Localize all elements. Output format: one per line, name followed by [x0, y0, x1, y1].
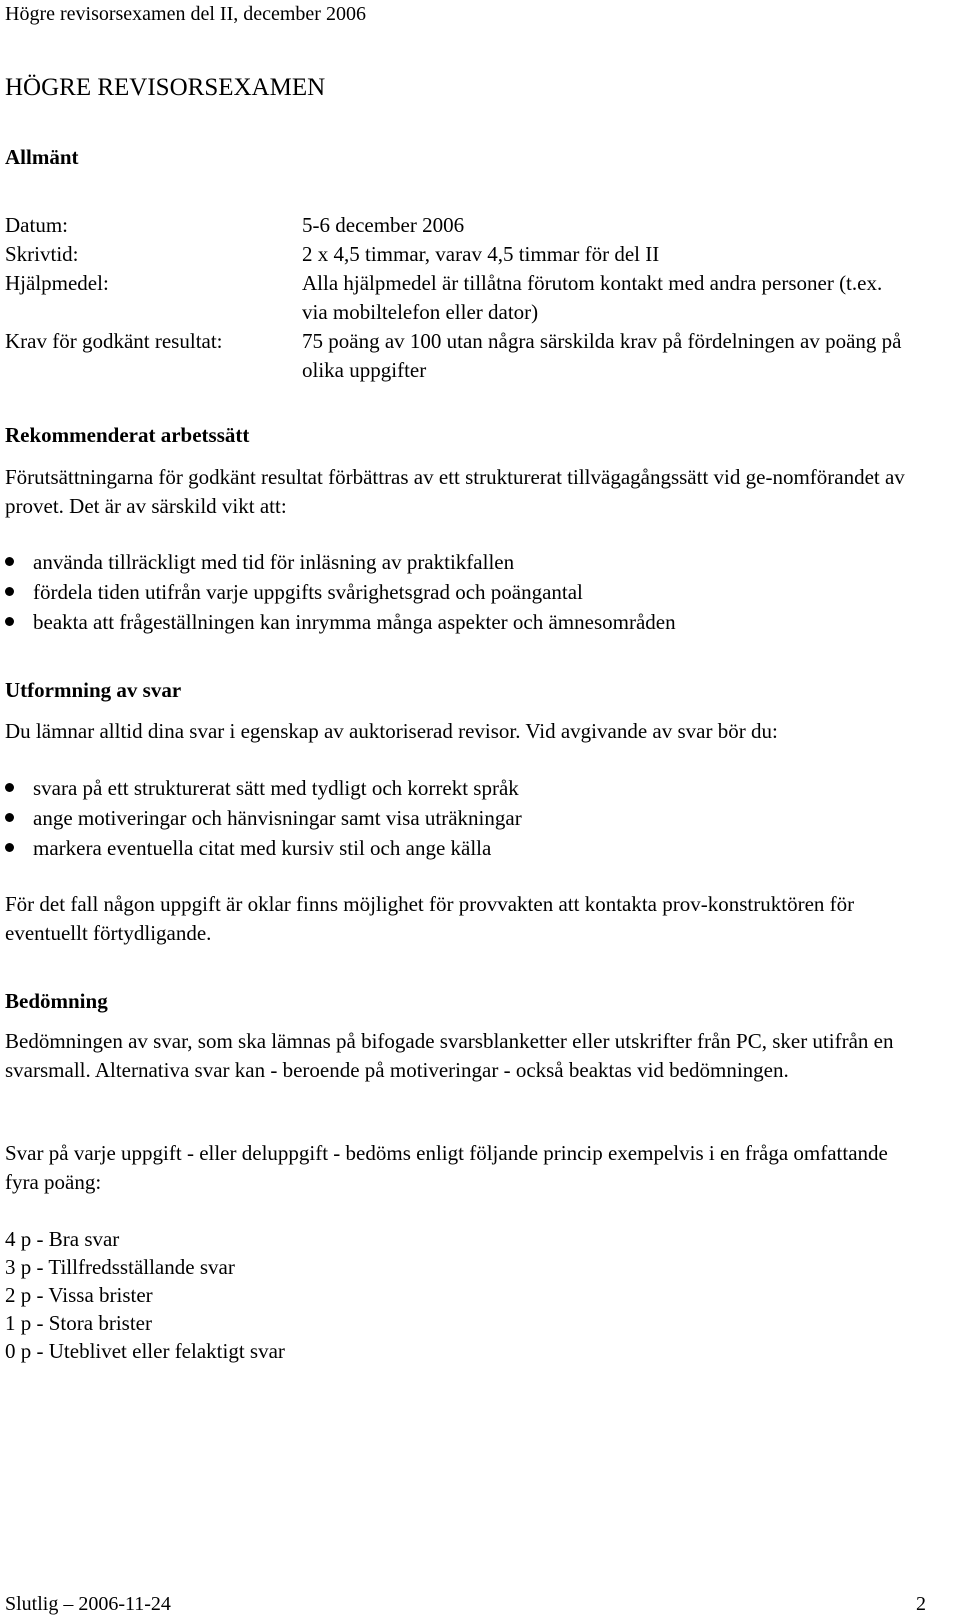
recommended-bullet-list	[5, 547, 905, 637]
page-number: 2	[916, 1593, 926, 1615]
info-label: Krav för godkänt resultat:	[5, 329, 223, 353]
info-label: Hjälpmedel:	[5, 271, 109, 295]
info-value: 2 x 4,5 timmar, varav 4,5 timmar för del II	[302, 242, 660, 266]
general-info-table	[5, 211, 925, 385]
list-item	[5, 833, 905, 863]
list-item-text: fördela tiden utifrån varje uppgifts svårighetsgrad och poängantal	[33, 580, 583, 604]
bullet-icon	[5, 557, 14, 566]
bullet-icon	[5, 617, 14, 626]
score-scale-list	[5, 1225, 605, 1365]
info-label: Skrivtid:	[5, 242, 79, 266]
bullet-icon	[5, 813, 14, 822]
score-item: 1 p - Stora brister	[5, 1311, 152, 1335]
list-item	[5, 607, 905, 637]
info-value: Alla hjälpmedel är tillåtna förutom kontakt med andra personer (t.ex. via mobiltelefon eller dator)	[302, 271, 883, 324]
score-item: 0 p - Uteblivet eller felaktigt svar	[5, 1339, 285, 1363]
document-title: HÖGRE REVISORSEXAMEN	[5, 74, 326, 101]
info-label: Datum:	[5, 213, 68, 237]
answer-format-intro: Du lämnar alltid dina svar i egenskap av auktoriserad revisor. Vid avgivande av svar bör du:	[5, 719, 778, 743]
assessment-paragraph-2: Svar på varje uppgift - eller deluppgift - bedöms enligt följande princip exempelvis i en fråga omfattande fyra poäng:	[5, 1141, 888, 1194]
list-item-text: svara på ett strukturerat sätt med tydligt och korrekt språk	[33, 776, 519, 800]
answer-format-note: För det fall någon uppgift är oklar finns möjlighet för provvakten att kontakta prov-konstruktören för eventuellt förtydligande.	[5, 892, 855, 945]
bullet-icon	[5, 843, 14, 852]
score-item: 4 p - Bra svar	[5, 1227, 120, 1251]
info-row-writing-time	[5, 240, 925, 269]
info-value: 75 poäng av 100 utan några särskilda krav på fördelningen av poäng på olika uppgifter	[302, 329, 902, 382]
info-value: 5-6 december 2006	[302, 213, 465, 237]
bullet-icon	[5, 783, 14, 792]
answer-format-bullet-list	[5, 773, 905, 863]
list-item-text: markera eventuella citat med kursiv stil och ange källa	[33, 836, 492, 860]
list-item-text: beakta att frågeställningen kan inrymma många aspekter och ämnesområden	[33, 610, 676, 634]
score-item: 2 p - Vissa brister	[5, 1283, 153, 1307]
list-item-text: ange motiveringar och hänvisningar samt visa uträkningar	[33, 806, 522, 830]
footer-status: Slutlig – 2006-11-24	[5, 1593, 171, 1615]
list-item-text: använda tillräckligt med tid för inläsning av praktikfallen	[33, 550, 515, 574]
heading-answer-format: Utformning av svar	[5, 678, 182, 702]
list-item	[5, 803, 905, 833]
running-header: Högre revisorsexamen del II, december 2006	[5, 3, 366, 25]
heading-general: Allmänt	[5, 145, 79, 169]
list-item	[5, 577, 905, 607]
info-row-pass-requirement	[5, 327, 925, 385]
heading-recommended-approach: Rekommenderat arbetssätt	[5, 423, 250, 447]
assessment-paragraph-1: Bedömningen av svar, som ska lämnas på bifogade svarsblanketter eller utskrifter från PC, sker utifrån en svarsmall. Alternativa svar kan - beroende på motiveringar - också beaktas vid bedömningen.	[5, 1029, 894, 1082]
info-row-date	[5, 211, 925, 240]
list-item	[5, 773, 905, 803]
bullet-icon	[5, 587, 14, 596]
score-item: 3 p - Tillfredsställande svar	[5, 1255, 235, 1279]
info-row-aids	[5, 269, 925, 327]
heading-assessment: Bedömning	[5, 989, 108, 1013]
list-item	[5, 547, 905, 577]
recommended-intro: Förutsättningarna för godkänt resultat förbättras av ett strukturerat tillvägagångssätt vid ge-nomförandet av provet. Det är av särskild vikt att:	[5, 465, 905, 518]
